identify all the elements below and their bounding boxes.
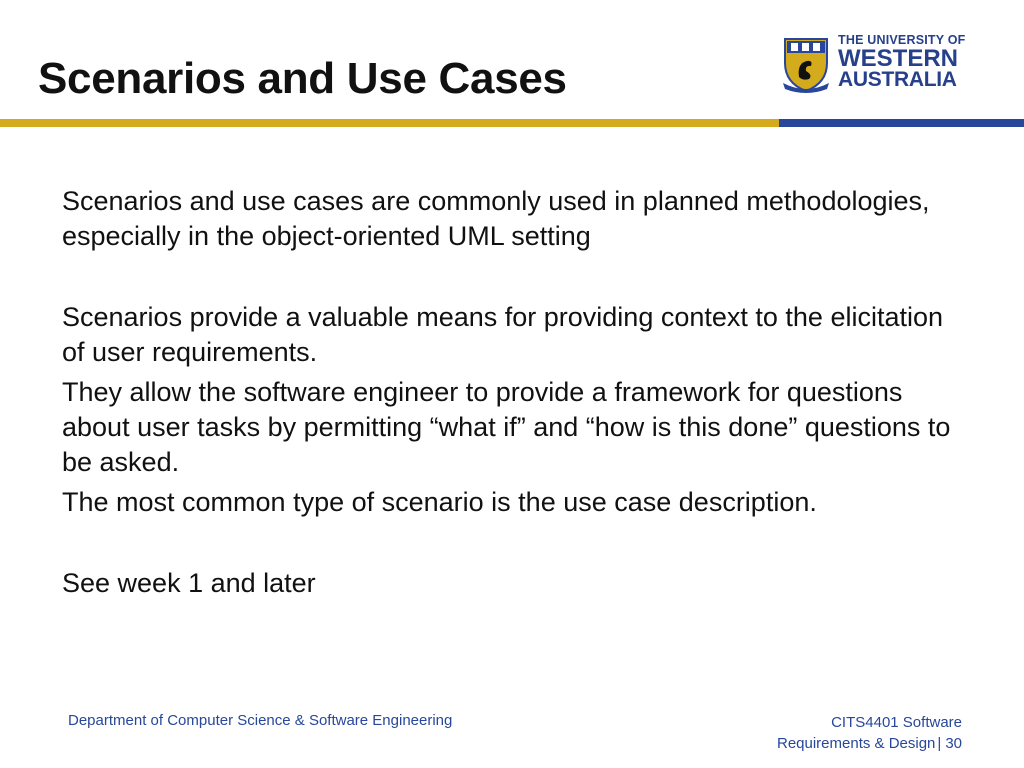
header-divider-gold xyxy=(0,119,779,127)
university-wordmark xyxy=(838,33,966,90)
footer-course xyxy=(777,712,962,754)
footer-course-line1: CITS4401 Software xyxy=(831,714,962,731)
wordmark-line1: THE UNIVERSITY OF xyxy=(838,33,966,47)
footer-department: Department of Computer Science & Software Engineering xyxy=(68,712,453,729)
footer-separator: | xyxy=(937,735,942,752)
wordmark-line2: WESTERN xyxy=(838,45,958,72)
university-crest-icon xyxy=(781,33,831,93)
body-paragraph: They allow the software engineer to provide a framework for questions about user tasks by permitting “what if” and “how is this done” questions to be asked. xyxy=(62,377,951,477)
wordmark-line3: AUSTRALIA xyxy=(838,68,957,91)
page-number: 30 xyxy=(945,735,962,752)
body-paragraph: Scenarios provide a valuable means for providing context to the elicitation of user requirements. xyxy=(62,302,944,367)
footer-course-line2: Requirements & Design xyxy=(776,735,936,752)
body-paragraph: The most common type of scenario is the use case description. xyxy=(62,487,817,517)
slide-title: Scenarios and Use Cases xyxy=(38,54,567,103)
slide-body xyxy=(62,184,962,601)
header-divider-blue xyxy=(779,119,1024,127)
body-paragraph: See week 1 and later xyxy=(62,568,316,598)
footer-course-line2-row xyxy=(777,733,962,754)
body-paragraph: Scenarios and use cases are commonly used in planned methodologies, especially in the object-oriented UML setting xyxy=(62,186,930,251)
